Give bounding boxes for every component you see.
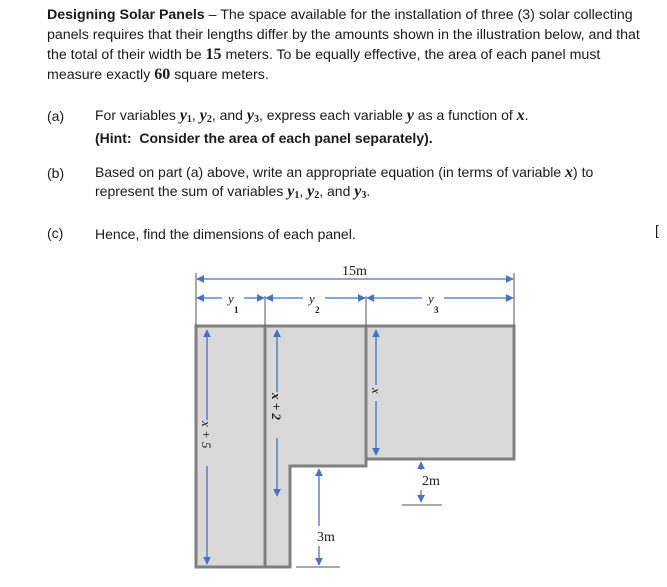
var-y3-sub: 3 bbox=[361, 190, 367, 201]
question-b-label: (b) bbox=[47, 165, 65, 181]
question-b-comma: , bbox=[299, 183, 308, 199]
diff-2m-label: 2m bbox=[422, 474, 440, 489]
var-y1: y bbox=[179, 107, 187, 124]
panel-3 bbox=[366, 326, 514, 459]
var-y3: y bbox=[354, 183, 362, 200]
question-a-text-3: , express each variable bbox=[258, 107, 407, 123]
intro-area-value: 60 bbox=[154, 66, 171, 83]
question-a-text-1: For variables bbox=[95, 107, 180, 123]
y2-label-text: y bbox=[309, 291, 315, 306]
var-y2-sub: 2 bbox=[314, 190, 320, 201]
question-c-label: (c) bbox=[47, 225, 64, 241]
y3-label-sub: 3 bbox=[434, 305, 439, 315]
question-a-text-4: as a function of bbox=[413, 107, 517, 123]
y3-label-text: y bbox=[428, 291, 434, 306]
intro-title: Designing Solar Panels bbox=[47, 7, 205, 23]
var-y2: y bbox=[199, 107, 207, 124]
panel3-height-label: x bbox=[369, 388, 384, 394]
hint-label: (Hint: bbox=[95, 130, 132, 146]
question-a-comma: , bbox=[191, 107, 200, 123]
question-b-text-4: . bbox=[366, 183, 371, 199]
intro-dash: – bbox=[204, 7, 221, 23]
y1-label bbox=[222, 290, 244, 315]
diff-3m-label: 3m bbox=[317, 530, 335, 545]
var-y2-sub: 2 bbox=[206, 114, 212, 125]
intro-text-1: The space available for the installation of three (3) solar collecting panels requires that their lengths differ by the amounts shown in the illustration below, and that the total of their width be bbox=[47, 7, 640, 63]
panel1-height-label: x + 5 bbox=[199, 421, 214, 449]
edge-bracket: [ bbox=[655, 222, 659, 238]
y1-label-text: y bbox=[228, 291, 234, 306]
y1-label-sub: 1 bbox=[234, 305, 239, 315]
question-a-text-2: , and bbox=[211, 107, 247, 123]
question-b-text-1: Based on part (a) above, write an appropriate equation (in terms of variable bbox=[95, 164, 566, 180]
question-a-text-5: . bbox=[524, 107, 529, 123]
total-width-label: 15m bbox=[342, 264, 367, 279]
var-y1: y bbox=[287, 183, 295, 200]
y3-label bbox=[422, 290, 444, 315]
panel2-height-label: x + 2 bbox=[269, 393, 284, 420]
hint-text: Consider the area of each panel separately). bbox=[139, 130, 433, 146]
var-y2: y bbox=[307, 183, 315, 200]
intro-width-value: 15 bbox=[205, 46, 222, 63]
var-x: x bbox=[565, 164, 574, 181]
intro-text-2: meters. To be equally effective, the area of each panel must measure exactly bbox=[47, 47, 601, 83]
var-y1-sub: 1 bbox=[294, 190, 300, 201]
var-y3: y bbox=[246, 107, 254, 124]
question-b-text-2: ) to represent the sum of variables bbox=[95, 164, 594, 199]
question-a-label: (a) bbox=[47, 108, 65, 124]
var-y1-sub: 1 bbox=[186, 114, 192, 125]
var-x: x bbox=[516, 107, 525, 124]
y2-label-sub: 2 bbox=[315, 305, 320, 315]
y2-label bbox=[303, 290, 325, 315]
var-y3-sub: 3 bbox=[253, 114, 259, 125]
intro-text-3: square meters. bbox=[170, 67, 269, 83]
var-y: y bbox=[406, 107, 414, 124]
question-c-text: Hence, find the dimensions of each panel. bbox=[95, 226, 356, 242]
question-b-text-3: , and bbox=[319, 183, 355, 199]
